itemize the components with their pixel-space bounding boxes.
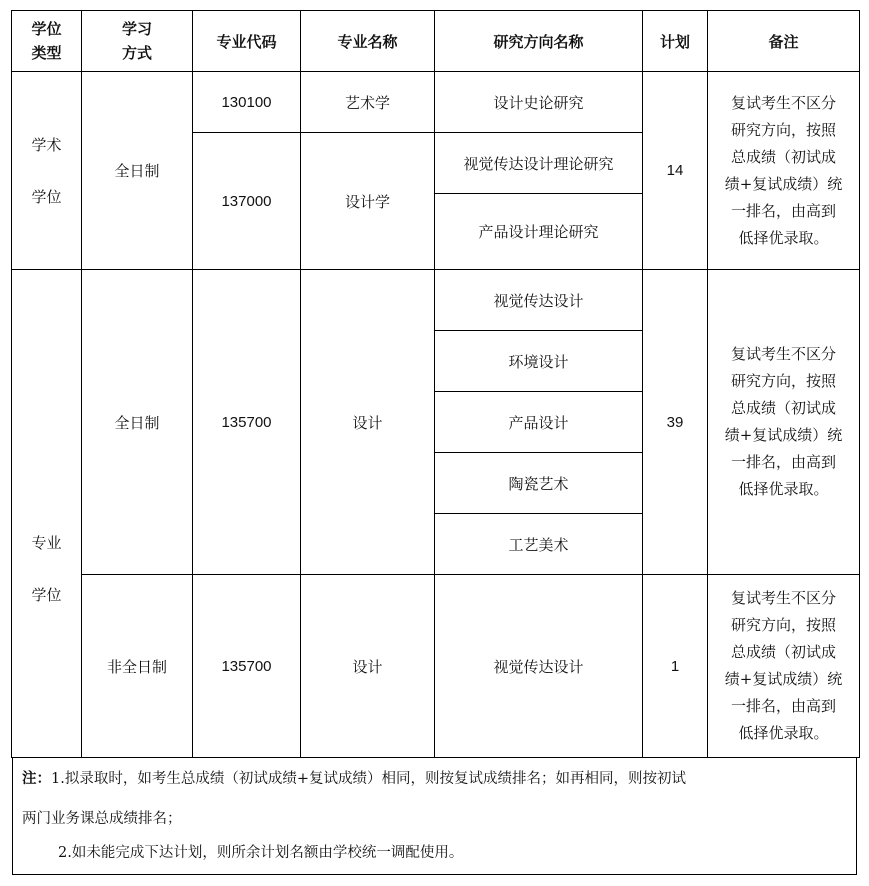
major-name-cell: 艺术学 xyxy=(301,72,435,133)
direction-cell: 环境设计 xyxy=(435,331,643,392)
header-major-code: 专业代码 xyxy=(193,11,301,72)
footnote-label: 注： xyxy=(22,771,51,787)
header-major-name: 专业名称 xyxy=(301,11,435,72)
header-degree-type: 学位 类型 xyxy=(12,11,82,72)
major-name-cell: 设计 xyxy=(301,575,435,758)
remarks-cell: 复试考生不区分 研究方向，按照 总成绩（初试成 绩+复试成绩）统 一排名，由高到 低择优录取。 xyxy=(708,72,860,270)
table-row xyxy=(12,72,860,133)
header-plan: 计划 xyxy=(643,11,708,72)
direction-cell: 视觉传达设计理论研究 xyxy=(435,133,643,194)
major-name-cell: 设计学 xyxy=(301,133,435,270)
study-mode-cell: 全日制 xyxy=(82,270,193,575)
admission-plan-table xyxy=(11,10,860,758)
major-code-cell: 130100 xyxy=(193,72,301,133)
study-mode-cell: 非全日制 xyxy=(82,575,193,758)
header-study-mode: 学习 方式 xyxy=(82,11,193,72)
header-row xyxy=(12,11,860,72)
degree-type-academic: 学术 学位 xyxy=(12,72,82,270)
footnote-line-3: 2.如未能完成下达计划，则所余计划名额由学校统一调配使用。 xyxy=(58,845,464,861)
direction-cell: 设计史论研究 xyxy=(435,72,643,133)
major-name-cell: 设计 xyxy=(301,270,435,575)
table-row xyxy=(12,270,860,331)
direction-cell: 陶瓷艺术 xyxy=(435,453,643,514)
study-mode-cell: 全日制 xyxy=(82,72,193,270)
direction-cell: 视觉传达设计 xyxy=(435,575,643,758)
direction-cell: 产品设计 xyxy=(435,392,643,453)
major-code-cell: 135700 xyxy=(193,270,301,575)
header-direction: 研究方向名称 xyxy=(435,11,643,72)
degree-type-professional: 专业 学位 xyxy=(12,270,82,758)
header-remarks: 备注 xyxy=(708,11,860,72)
remarks-cell: 复试考生不区分 研究方向，按照 总成绩（初试成 绩+复试成绩）统 一排名，由高到 低择优录取。 xyxy=(708,575,860,758)
plan-cell: 1 xyxy=(643,575,708,758)
direction-cell: 产品设计理论研究 xyxy=(435,194,643,270)
footnote-box xyxy=(12,757,857,875)
footnote-line-1: 注：1.拟录取时，如考生总成绩（初试成绩+复试成绩）相同，则按复试成绩排名；如再相同，则按初试 xyxy=(22,771,686,787)
major-code-cell: 137000 xyxy=(193,133,301,270)
direction-cell: 视觉传达设计 xyxy=(435,270,643,331)
major-code-cell: 135700 xyxy=(193,575,301,758)
remarks-cell: 复试考生不区分 研究方向，按照 总成绩（初试成 绩+复试成绩）统 一排名，由高到 低择优录取。 xyxy=(708,270,860,575)
direction-cell: 工艺美术 xyxy=(435,514,643,575)
footnote-line-2: 两门业务课总成绩排名； xyxy=(22,811,182,827)
plan-cell: 39 xyxy=(643,270,708,575)
table-row xyxy=(12,575,860,758)
plan-cell: 14 xyxy=(643,72,708,270)
